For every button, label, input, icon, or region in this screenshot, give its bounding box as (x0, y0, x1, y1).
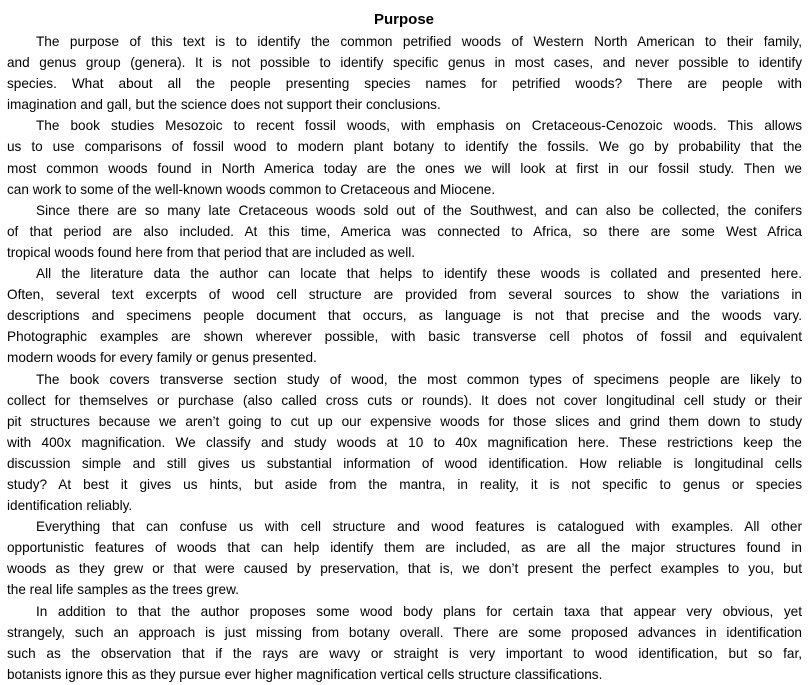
paragraph-line: woods as they grew or that were caused by preservation, that is, we don’t present the perfect examples to you, but (7, 561, 802, 577)
paragraph (7, 115, 802, 199)
paragraph-line: most common woods found in North America today are the ones we will look at first in our fossil study. Then we (7, 160, 802, 176)
paragraph-line: species. What about all the people presenting species names for petrified woods? There are people with (7, 76, 802, 92)
paragraph-line: All the literature data the author can locate that helps to identify these woods is collated and presented here. (36, 266, 802, 282)
paragraph-line: In addition to that the author proposes some wood body plans for certain taxa that appear very obvious, yet (36, 603, 802, 619)
paragraph-line: discussion simple and still gives us substantial information of wood identification. How reliable is longitudinal cells (7, 455, 802, 471)
paragraph-line: us to use comparisons of fossil wood to modern plant botany to identify the fossils. We go by probability that the (7, 139, 802, 155)
paragraph-line: collect for themselves or purchase (also called cross cuts or rounds). It does not cover longitudinal cell study or their (7, 392, 802, 408)
page-title: Purpose (373, 11, 434, 28)
paragraph (7, 31, 802, 115)
paragraph-line: botanists ignore this as they pursue ever higher magnification vertical cells structure classifications. (7, 666, 603, 682)
paragraph-line: opportunistic features of woods that can help identify them are included, as are all the major structures found in (7, 540, 802, 556)
paragraph-line: identification reliably. (7, 498, 133, 514)
paragraph (7, 516, 802, 600)
paragraph-line: Since there are so many late Cretaceous woods sold out of the Southwest, and can also be collected, the conifers (36, 202, 802, 218)
paragraph-line: Often, several text excerpts of wood cell structure are provided from several sources to show the variations in (7, 287, 802, 303)
paragraph (7, 200, 802, 263)
paragraph-line: pit structures because we aren’t going to cut up our expensive woods for those slices and grind them down to study (7, 413, 802, 429)
paragraph-line: strangely, such an approach is just missing from botany overall. There are some proposed advances in identification (7, 624, 802, 640)
paragraph-line: The book covers transverse section study of wood, the most common types of specimens people are likely to (36, 371, 802, 387)
paragraph-line: and genus group (genera). It is not possible to identify specific genus in most cases, and never possible to identify (7, 55, 802, 71)
paragraph-line: the real life samples as the trees grew. (7, 582, 239, 598)
paragraph-line: such as the observation that if the rays are wavy or straight is very important to wood identification, but so far, (7, 645, 802, 661)
paragraph-line: The book studies Mesozoic to recent fossil woods, with emphasis on Cretaceous-Cenozoic woods. This allows (36, 118, 802, 134)
paragraph-line: The purpose of this text is to identify the common petrified woods of Western North American to their family, (36, 34, 802, 49)
paragraph-line: with 400x magnification. We classify and study woods at 10 to 40x magnification here. These restrictions keep the (7, 434, 802, 450)
paragraph-line: Photographic examples are shown wherever possible, with basic transverse cell photos of fossil and equivalent (7, 329, 802, 345)
paragraph-line: can work to some of the well-known woods common to Cretaceous and Miocene. (7, 181, 496, 197)
paragraph-line: Everything that can confuse us with cell structure and wood features is catalogued with examples. All other (36, 519, 802, 535)
paragraph (7, 601, 802, 685)
paragraph (7, 369, 802, 517)
paragraph-line: of that period are also included. At this time, America was connected to Africa, so there are some West Africa (7, 223, 802, 239)
paragraph (7, 263, 802, 368)
paragraph-line: descriptions and specimens people document that occurs, as language is not that precise and the woods vary. (7, 308, 802, 324)
document-body (7, 31, 802, 685)
paragraph-line: study? At best it gives us hints, but aside from the mantra, in reality, it is not specific to genus or species (7, 476, 802, 492)
paragraph-line: tropical woods found here from that period that are included as well. (7, 244, 416, 260)
paragraph-line: modern woods for every family or genus presented. (7, 350, 317, 366)
paragraph-line: imagination and gall, but the science does not support their conclusions. (7, 97, 441, 113)
